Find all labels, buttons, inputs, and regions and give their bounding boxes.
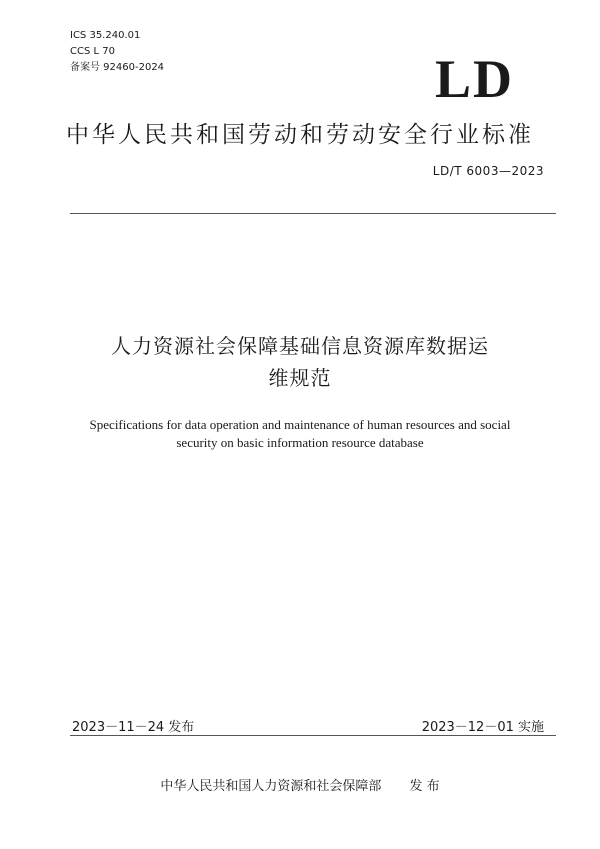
document-title-line-1: 人力资源社会保障基础信息资源库数据运	[111, 334, 489, 358]
english-title-line-1: Specifications for data operation and maintenance of human resources and social	[89, 417, 511, 432]
classification-codes	[70, 28, 164, 76]
publish-action: 发 布	[409, 779, 440, 794]
implementation-date: 2023－12－01 实施	[421, 720, 544, 735]
record-number: 备案号 92460-2024	[70, 62, 165, 73]
top-divider	[70, 213, 556, 214]
standard-category-title: 中华人民共和国劳动和劳动安全行业标准	[66, 122, 534, 148]
ld-logo: LD	[434, 49, 514, 109]
document-title-english	[0, 416, 600, 452]
publisher-line	[0, 775, 600, 794]
ccs-code: CCS L 70	[70, 46, 115, 57]
english-title-line-2: security on basic information resource database	[176, 435, 424, 450]
document-title	[0, 330, 600, 394]
issue-date: 2023－11－24 发布	[72, 720, 195, 735]
document-title-line-2: 维规范	[268, 366, 332, 390]
publisher-name: 中华人民共和国人力资源和社会保障部	[160, 779, 382, 794]
bottom-divider	[70, 735, 556, 736]
standard-number: LD/T 6003—2023	[432, 164, 544, 178]
ics-code: ICS 35.240.01	[70, 30, 141, 41]
